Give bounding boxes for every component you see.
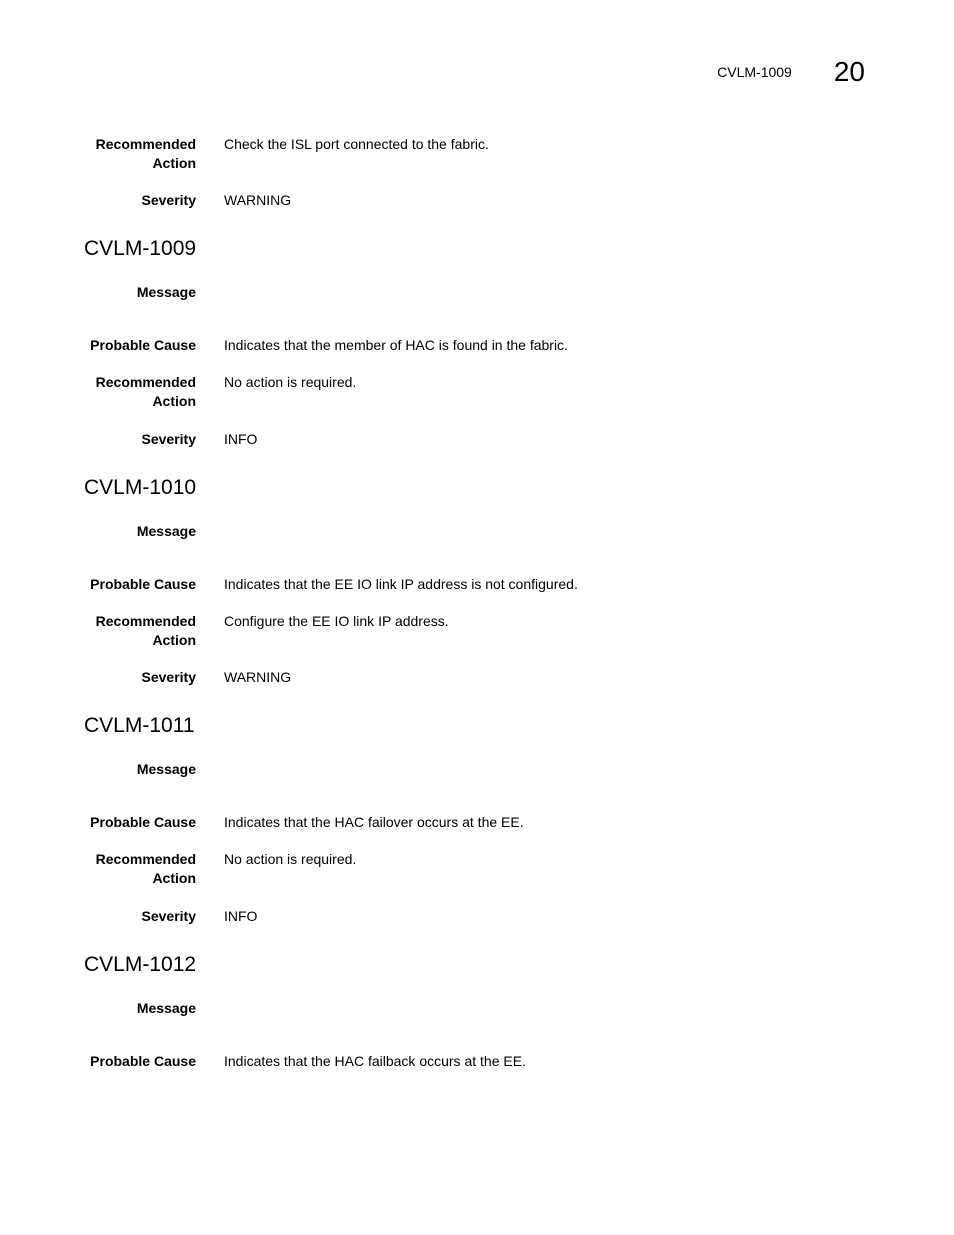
probable-cause-value: Indicates that the HAC failback occurs at the EE. bbox=[224, 1053, 526, 1069]
entry-heading-cvlm-1012: CVLM-1012 bbox=[84, 953, 197, 976]
message-label: Message bbox=[136, 523, 196, 539]
probable-cause-label: Probable Cause bbox=[90, 337, 196, 353]
probable-cause-label: Probable Cause bbox=[90, 814, 196, 830]
recommended-action-label: Recommended Action bbox=[95, 136, 196, 171]
severity-label: Severity bbox=[141, 431, 196, 447]
recommended-action-label: Recommended Action bbox=[95, 613, 196, 648]
recommended-action-label: Recommended Action bbox=[95, 374, 196, 409]
chapter-number: 20 bbox=[833, 56, 865, 87]
severity-value: WARNING bbox=[224, 192, 292, 208]
probable-cause-label: Probable Cause bbox=[90, 1053, 196, 1069]
severity-value: INFO bbox=[224, 431, 258, 447]
running-header-title: CVLM-1009 bbox=[717, 64, 792, 80]
probable-cause-value: Indicates that the HAC failover occurs at the EE. bbox=[224, 814, 524, 830]
recommended-action-label: Recommended Action bbox=[95, 851, 196, 886]
severity-label: Severity bbox=[141, 669, 196, 685]
entry-heading-cvlm-1010: CVLM-1010 bbox=[84, 476, 197, 499]
recommended-action-value: No action is required. bbox=[224, 851, 357, 867]
message-label: Message bbox=[136, 1000, 196, 1016]
severity-value: WARNING bbox=[224, 669, 292, 685]
recommended-action-value: Check the ISL port connected to the fabric. bbox=[224, 136, 489, 152]
severity-label: Severity bbox=[141, 192, 196, 208]
message-label: Message bbox=[136, 284, 196, 300]
severity-value: INFO bbox=[224, 908, 258, 924]
page-header bbox=[717, 55, 865, 89]
entry-heading-cvlm-1011: CVLM-1011 bbox=[84, 714, 195, 737]
probable-cause-label: Probable Cause bbox=[90, 576, 196, 592]
probable-cause-value: Indicates that the member of HAC is found in the fabric. bbox=[224, 337, 568, 353]
probable-cause-value: Indicates that the EE IO link IP address is not configured. bbox=[224, 576, 578, 592]
entry-heading-cvlm-1009: CVLM-1009 bbox=[84, 237, 197, 260]
recommended-action-value: No action is required. bbox=[224, 374, 357, 390]
recommended-action-value: Configure the EE IO link IP address. bbox=[224, 613, 449, 629]
severity-label: Severity bbox=[141, 908, 196, 924]
message-label: Message bbox=[136, 761, 196, 777]
